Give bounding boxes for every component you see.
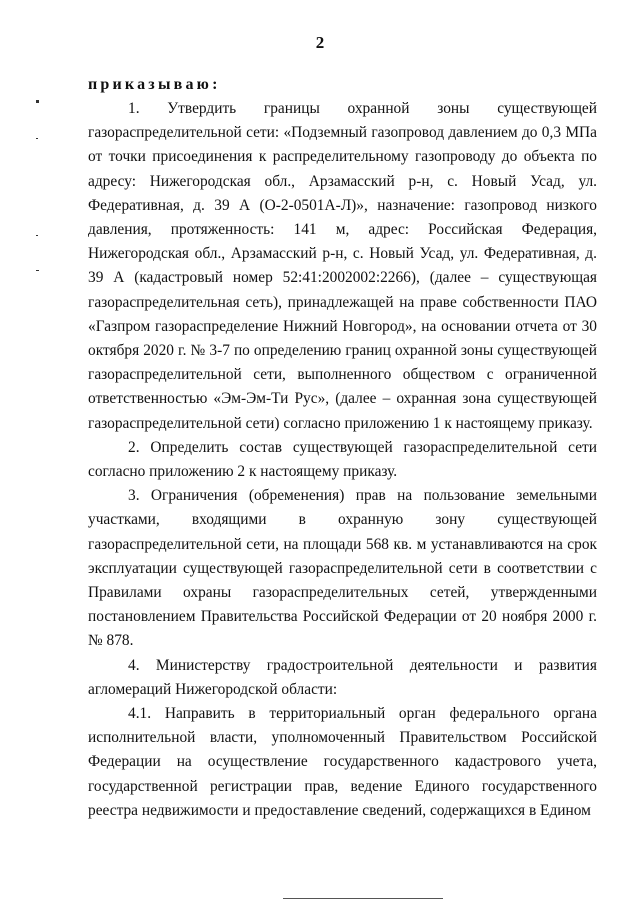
- scan-mark: [36, 235, 38, 236]
- paragraph-4-1: 4.1. Направить в территориальный орган федерального органа исполнительной власти, уполномоченный Правительством Российской Федерации на осуществление государственного кадастрового учета, государственной регистрации прав, ведение Единого государственного реестра недвижимости и предоставление сведений, содержащихся в Едином: [88, 705, 597, 819]
- order-heading: приказываю:: [88, 76, 221, 93]
- scan-mark: [36, 270, 39, 271]
- footer-rule: [283, 898, 443, 899]
- paragraph-1: 1. Утвердить границы охранной зоны существующей газораспределительной сети: «Подземный газопровод давлением до 0,3 МПа от точки присоединения к распределительному газопроводу до объекта по адресу: Нижегородская обл., Арзамасский р-н, с. Новый Усад, ул. Федеративная, д. 39 А (О-2-0501А-Л)», назначение: газопровод низкого давления, протяженность: 141 м, адрес: Российская Федерация, Нижегородская обл., Арзамасский р-н, с. Новый Усад, ул. Федеративная, д. 39 А (кадастровый номер 52:41:2002002:2266), (далее – существующая газораспределительная сеть), принадлежащей на праве собственности ПАО «Газпром газораспределение Нижний Новгород», на основании отчета от 30 октября 2020 г. № 3-7 по определению границ охранной зоны существующей газораспределительной сети, выполненного обществом с ограниченной ответственностью «Эм-Эм-Ти Рус», (далее – охранная зона существующей газораспределительной сети) согласно приложению 1 к настоящему приказу.: [88, 100, 597, 432]
- paragraph-3: 3. Ограничения (обременения) прав на пользование земельными участками, входящими в охранную зону существующей газораспределительной сети, на площади 568 кв. м устанавливаются на срок эксплуатации существующей газораспределительной сети в соответствии с Правилами охраны газораспределительных сетей, утвержденными постановлением Правительства Российской Федерации от 20 ноября 2000 г. № 878.: [88, 487, 597, 650]
- paragraph-2: 2. Определить состав существующей газораспределительной сети согласно приложению 2 к настоящему приказу.: [88, 438, 597, 481]
- paragraph-4: 4. Министерству градостроительной деятельности и развития агломераций Нижегородской области:: [88, 656, 597, 698]
- page-number: 2: [315, 33, 325, 52]
- scan-mark: [36, 100, 39, 103]
- scan-mark: [36, 138, 38, 139]
- document-body: [88, 97, 597, 823]
